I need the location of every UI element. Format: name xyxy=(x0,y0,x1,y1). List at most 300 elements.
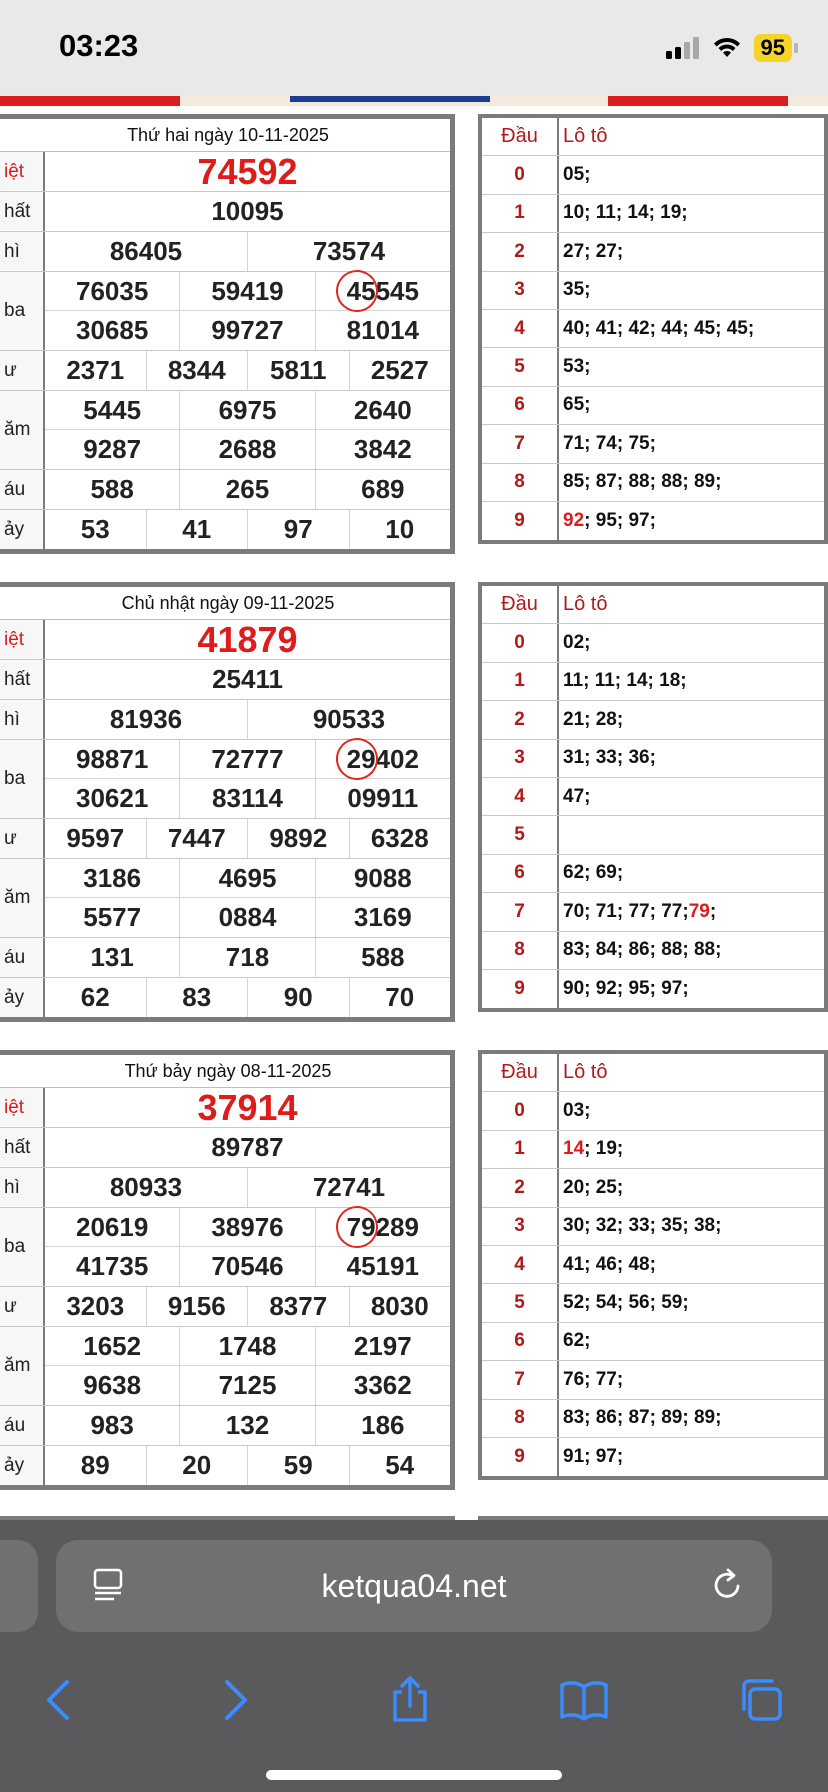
status-time: 03:23 xyxy=(59,28,139,63)
loto-row xyxy=(482,1323,824,1361)
prize-number-text: 983 xyxy=(90,1410,134,1440)
prize-row xyxy=(0,700,450,740)
prize-number xyxy=(147,510,249,549)
loto-table xyxy=(478,582,828,1012)
prize-number xyxy=(45,1406,180,1445)
bookmarks-button[interactable] xyxy=(554,1670,614,1730)
prize-label: hất xyxy=(0,660,45,699)
status-bar xyxy=(0,0,828,96)
prize-number-text: 3169 xyxy=(353,902,412,932)
loto-values xyxy=(559,310,824,347)
prize-row xyxy=(0,819,450,859)
loto-values-text: ; 95; 97; xyxy=(584,510,656,532)
prize-number-text: 54 xyxy=(385,1450,415,1480)
prize-number xyxy=(350,351,451,390)
loto-highlight: 14 xyxy=(563,1138,585,1160)
prize-label: áu xyxy=(0,938,45,977)
loto-header-row xyxy=(482,1054,824,1092)
prize-row xyxy=(0,1327,450,1406)
share-icon xyxy=(390,1676,430,1724)
prize-number xyxy=(316,1327,450,1365)
loto-row xyxy=(482,233,824,271)
prize-number-text: 9638 xyxy=(83,1370,142,1400)
prize-row xyxy=(0,938,450,978)
loto-head-label: Lô tô xyxy=(563,1061,608,1084)
loto-table xyxy=(478,114,828,544)
handwritten-circle-mark xyxy=(331,1201,382,1252)
prize-number xyxy=(45,510,147,549)
prize-number-text: 718 xyxy=(225,942,270,972)
prize-row xyxy=(0,1168,450,1208)
prize-row xyxy=(0,620,450,660)
loto-values-text: 30; 32; 33; 35; 38; xyxy=(563,1215,722,1237)
loto-values xyxy=(559,1361,824,1398)
reload-icon[interactable] xyxy=(708,1566,746,1604)
loto-values xyxy=(559,1284,824,1321)
prize-row xyxy=(0,859,450,938)
prize-label: iệt xyxy=(0,152,45,191)
prize-label: hì xyxy=(0,232,45,271)
prize-number xyxy=(350,1446,451,1485)
prize-number xyxy=(316,1208,450,1246)
prize-number-text: 89 xyxy=(80,1450,110,1480)
loto-head-digit: 5 xyxy=(482,1284,559,1321)
result-date-header: Thứ hai ngày 10-11-2025 xyxy=(0,119,450,152)
loto-values xyxy=(559,1400,824,1437)
loto-values-text: 53; xyxy=(563,356,591,378)
prize-number xyxy=(180,470,315,509)
prize-row xyxy=(0,192,450,232)
prize-label: ba xyxy=(0,1208,45,1286)
prize-number-text: 30685 xyxy=(76,315,149,345)
loto-header-row xyxy=(482,586,824,624)
special-prize-number xyxy=(45,152,450,191)
loto-row xyxy=(482,1208,824,1246)
loto-head-digit: 9 xyxy=(482,970,559,1008)
prize-number xyxy=(350,1287,451,1326)
prize-number xyxy=(180,859,315,897)
back-button[interactable] xyxy=(28,1670,88,1730)
loto-values-text: ; 19; xyxy=(584,1138,624,1160)
prize-number xyxy=(45,470,180,509)
battery-level: 95 xyxy=(754,34,792,62)
loto-head-digit: 8 xyxy=(482,932,559,969)
prize-number xyxy=(45,351,147,390)
loto-values-text: 47; xyxy=(563,785,591,807)
prize-number-text: 29402 xyxy=(346,743,419,774)
prize-label: ăm xyxy=(0,859,45,937)
loto-values xyxy=(559,624,824,661)
previous-tab-preview[interactable] xyxy=(0,1540,38,1632)
prize-label: iệt xyxy=(0,620,45,659)
loto-values-text: 83; 86; 87; 89; 89; xyxy=(563,1407,722,1429)
prize-number xyxy=(316,1366,450,1405)
ad-banner[interactable] xyxy=(0,96,828,106)
loto-head-label: Lô tô xyxy=(563,593,608,616)
prize-number xyxy=(45,192,450,231)
loto-row xyxy=(482,195,824,233)
loto-head-digit: 7 xyxy=(482,893,559,930)
prize-number xyxy=(45,1168,248,1207)
prize-number xyxy=(248,1446,350,1485)
prize-number-text: 86405 xyxy=(109,236,183,266)
loto-values xyxy=(559,778,824,815)
prize-number-text: 5577 xyxy=(83,902,142,932)
prize-label: ư xyxy=(0,1287,45,1326)
prize-number-text: 7125 xyxy=(218,1370,277,1400)
result-date-header: Chủ nhật ngày 09-11-2025 xyxy=(0,587,450,620)
loto-values-text: 65; xyxy=(563,394,591,416)
prize-number-text: 81936 xyxy=(109,704,183,734)
loto-highlight: 79 xyxy=(688,900,710,922)
prize-number-text: 689 xyxy=(361,474,405,504)
loto-head-digit: 0 xyxy=(482,156,559,193)
prize-number-text: 59 xyxy=(283,1450,313,1480)
loto-row xyxy=(482,1400,824,1438)
prize-row xyxy=(0,1208,450,1287)
loto-row xyxy=(482,1092,824,1130)
prize-row xyxy=(0,152,450,192)
prize-number-text: 99727 xyxy=(211,315,284,345)
prize-number xyxy=(147,1287,249,1326)
prize-number xyxy=(180,1406,315,1445)
prize-number xyxy=(350,978,451,1017)
prize-number-text: 41879 xyxy=(197,618,298,660)
loto-head-dau: Đầu xyxy=(482,1054,559,1091)
prize-number xyxy=(180,898,315,937)
prize-label: ăm xyxy=(0,391,45,469)
prize-label: ba xyxy=(0,740,45,818)
prize-number xyxy=(45,1287,147,1326)
loto-row xyxy=(482,1284,824,1322)
share-button[interactable] xyxy=(380,1670,440,1730)
prize-number-text: 3203 xyxy=(66,1291,125,1321)
prize-label: ba xyxy=(0,272,45,350)
loto-values xyxy=(559,1131,824,1168)
url-text[interactable]: ketqua04.net xyxy=(321,1568,507,1604)
loto-head-digit: 7 xyxy=(482,1361,559,1398)
prize-number-text: 9287 xyxy=(83,434,142,464)
prize-number xyxy=(45,1366,180,1405)
prize-number xyxy=(316,1247,450,1286)
loto-values-text: 10; 11; 14; 19; xyxy=(563,202,688,224)
prize-number-text: 10095 xyxy=(211,196,284,226)
prize-label: hì xyxy=(0,1168,45,1207)
battery-tip xyxy=(794,43,798,53)
loto-head-digit: 2 xyxy=(482,701,559,738)
prize-number xyxy=(180,272,315,310)
prize-number xyxy=(180,779,315,818)
prize-number-text: 2688 xyxy=(218,434,277,464)
prize-number xyxy=(45,1128,450,1167)
loto-values xyxy=(559,195,824,232)
prize-number xyxy=(350,819,451,858)
prize-number-text: 8377 xyxy=(269,1291,328,1321)
loto-values xyxy=(559,348,824,385)
prize-number-text: 3842 xyxy=(353,434,412,464)
prize-number xyxy=(248,510,350,549)
loto-values xyxy=(559,1092,824,1129)
loto-values xyxy=(559,502,824,540)
prize-number xyxy=(180,740,315,778)
prize-number xyxy=(45,430,180,469)
loto-row xyxy=(482,855,824,893)
loto-values-text: 02; xyxy=(563,632,591,654)
loto-row xyxy=(482,816,824,854)
loto-head-digit: 4 xyxy=(482,1246,559,1283)
prize-number xyxy=(248,1168,450,1207)
loto-values xyxy=(559,1208,824,1245)
prize-number xyxy=(147,819,249,858)
prize-number xyxy=(45,819,147,858)
result-table xyxy=(0,1050,455,1490)
prize-number xyxy=(180,391,315,429)
result-table xyxy=(0,582,455,1022)
prize-number-text: 9597 xyxy=(66,823,125,853)
prize-number xyxy=(316,430,450,469)
loto-head-digit: 6 xyxy=(482,855,559,892)
special-prize-number xyxy=(45,1088,450,1127)
prize-number-text: 5445 xyxy=(83,394,142,425)
loto-row xyxy=(482,502,824,540)
prize-number-text: 8030 xyxy=(370,1291,429,1321)
ad-banner-right xyxy=(608,96,788,106)
loto-head-dau: Đầu xyxy=(482,118,559,155)
prize-number-text: 72777 xyxy=(211,743,284,774)
prize-row xyxy=(0,978,450,1017)
loto-values-text: 70; 71; 77; 77; xyxy=(563,900,689,922)
prize-row xyxy=(0,1446,450,1485)
prize-number xyxy=(180,311,315,350)
prize-number-text: 79289 xyxy=(346,1211,419,1242)
prize-label: hì xyxy=(0,700,45,739)
prize-row xyxy=(0,1406,450,1446)
prize-number xyxy=(45,938,180,977)
loto-values-text: 62; xyxy=(563,1330,591,1352)
loto-row xyxy=(482,310,824,348)
prize-number xyxy=(45,391,180,429)
prize-number-text: 2640 xyxy=(353,394,412,425)
ad-banner-left xyxy=(0,96,180,106)
loto-table xyxy=(478,1050,828,1480)
prize-number-text: 37914 xyxy=(197,1086,298,1128)
forward-icon xyxy=(221,1678,251,1722)
prize-number-text: 6328 xyxy=(370,823,429,853)
prize-number-text: 9156 xyxy=(167,1291,226,1321)
prize-number xyxy=(45,272,180,310)
prize-number xyxy=(45,859,180,897)
loto-values-text: 62; 69; xyxy=(563,862,624,884)
prize-number-text: 588 xyxy=(90,474,134,504)
prize-number xyxy=(45,978,147,1017)
loto-row xyxy=(482,1361,824,1399)
loto-head-digit: 9 xyxy=(482,502,559,540)
prize-row xyxy=(0,272,450,351)
prize-label: iệt xyxy=(0,1088,45,1127)
loto-values xyxy=(559,855,824,892)
loto-row xyxy=(482,932,824,970)
prize-number xyxy=(248,1287,350,1326)
prize-number-text: 62 xyxy=(80,982,110,1012)
loto-head-digit: 1 xyxy=(482,195,559,232)
loto-values xyxy=(559,970,824,1008)
prize-number xyxy=(45,232,248,271)
prize-number xyxy=(45,700,248,739)
loto-values xyxy=(559,701,824,738)
prize-number-text: 9088 xyxy=(353,862,412,893)
prize-number-text: 70546 xyxy=(211,1251,284,1281)
loto-values-text: 40; 41; 42; 44; 45; 45; xyxy=(563,317,755,339)
prize-number-text: 186 xyxy=(361,1410,405,1440)
loto-row xyxy=(482,740,824,778)
loto-head-digit: 3 xyxy=(482,272,559,309)
loto-head-digit: 3 xyxy=(482,1208,559,1245)
prize-number xyxy=(45,740,180,778)
results-content[interactable] xyxy=(0,106,828,1520)
browser-toolbar xyxy=(0,1520,828,1792)
prize-number-text: 98871 xyxy=(76,743,149,774)
loto-header-row xyxy=(482,118,824,156)
prize-number-text: 7447 xyxy=(167,823,226,853)
prize-number-text: 45191 xyxy=(346,1251,419,1281)
loto-values xyxy=(559,387,824,424)
loto-values xyxy=(559,1438,824,1476)
status-indicators xyxy=(666,34,798,62)
prize-number-text: 41 xyxy=(182,514,212,544)
navigation-toolbar xyxy=(0,1670,828,1730)
bookmarks-icon xyxy=(559,1679,609,1721)
prize-number-text: 5811 xyxy=(270,355,327,385)
loto-head-digit: 0 xyxy=(482,1092,559,1129)
prize-number-text: 83114 xyxy=(212,783,283,813)
prize-number-text: 41735 xyxy=(76,1251,149,1281)
loto-values xyxy=(559,816,824,853)
loto-head-digit: 5 xyxy=(482,348,559,385)
prize-number xyxy=(350,510,451,549)
loto-values xyxy=(559,156,824,193)
loto-values-text: 20; 25; xyxy=(563,1176,624,1198)
loto-row xyxy=(482,1131,824,1169)
loto-row xyxy=(482,1169,824,1207)
loto-row xyxy=(482,156,824,194)
loto-values-text: 71; 74; 75; xyxy=(563,432,656,454)
prize-row xyxy=(0,232,450,272)
loto-values xyxy=(559,1323,824,1360)
loto-head-digit: 1 xyxy=(482,663,559,700)
loto-values-text: 91; 97; xyxy=(563,1446,624,1468)
prize-number-text: 20619 xyxy=(76,1211,149,1242)
prize-number-text: 131 xyxy=(90,942,134,972)
prize-row xyxy=(0,1287,450,1327)
loto-head-digit: 0 xyxy=(482,624,559,661)
prize-number xyxy=(316,859,450,897)
prize-number xyxy=(316,779,450,818)
loto-row xyxy=(482,1246,824,1284)
loto-values-text: 27; 27; xyxy=(563,240,624,262)
prize-number xyxy=(45,1327,180,1365)
loto-values-text: 90; 92; 95; 97; xyxy=(563,978,689,1000)
prize-number-text: 8344 xyxy=(167,355,226,385)
loto-values xyxy=(559,893,824,930)
forward-button[interactable] xyxy=(206,1670,266,1730)
prize-number-text: 45545 xyxy=(346,275,419,306)
loto-values xyxy=(559,233,824,270)
loto-head-digit: 6 xyxy=(482,1323,559,1360)
loto-values xyxy=(559,663,824,700)
prize-row xyxy=(0,510,450,549)
prize-number xyxy=(45,898,180,937)
prize-label: áu xyxy=(0,470,45,509)
prize-number xyxy=(248,978,350,1017)
loto-head-dau: Đầu xyxy=(482,586,559,623)
loto-values xyxy=(559,1246,824,1283)
loto-head-digit: 1 xyxy=(482,1131,559,1168)
loto-values-text: 11; 11; 14; 18; xyxy=(563,670,687,692)
address-bar[interactable] xyxy=(56,1540,772,1632)
loto-head-digit: 6 xyxy=(482,387,559,424)
prize-number-text: 2371 xyxy=(66,355,125,385)
prize-number-text: 265 xyxy=(225,474,270,504)
loto-head-digit: 4 xyxy=(482,310,559,347)
prize-number xyxy=(316,391,450,429)
signal-icon xyxy=(666,37,700,59)
prize-number-text: 70 xyxy=(385,982,415,1012)
prize-number xyxy=(147,1446,249,1485)
prize-number xyxy=(45,779,180,818)
result-table xyxy=(0,114,455,554)
prize-number xyxy=(180,1208,315,1246)
prize-number-text: 90533 xyxy=(312,704,386,734)
prize-number-text: 74592 xyxy=(197,150,298,192)
prize-number xyxy=(248,700,450,739)
prize-label: ảy xyxy=(0,510,45,549)
prize-number-text: 1652 xyxy=(83,1330,142,1361)
prize-number xyxy=(180,938,315,977)
result-date-header: Thứ bảy ngày 08-11-2025 xyxy=(0,1055,450,1088)
prize-number xyxy=(180,1247,315,1286)
tabs-icon xyxy=(738,1677,784,1723)
special-prize-number xyxy=(45,620,450,659)
loto-row xyxy=(482,624,824,662)
tabs-button[interactable] xyxy=(731,1670,791,1730)
prize-number-text: 90 xyxy=(283,982,313,1012)
loto-values xyxy=(559,1169,824,1206)
prize-number-text: 2527 xyxy=(370,355,429,385)
loto-values-text: 52; 54; 56; 59; xyxy=(563,1292,689,1314)
prize-number xyxy=(45,660,450,699)
home-indicator[interactable] xyxy=(266,1770,562,1780)
prize-label: hất xyxy=(0,192,45,231)
prize-row xyxy=(0,351,450,391)
loto-values-text: 05; xyxy=(563,164,591,186)
prize-number-text: 2197 xyxy=(353,1330,412,1361)
prize-row xyxy=(0,391,450,470)
prize-number xyxy=(147,978,249,1017)
loto-row xyxy=(482,778,824,816)
loto-head-digit: 4 xyxy=(482,778,559,815)
loto-values-text: 76; 77; xyxy=(563,1368,624,1390)
prize-label: ảy xyxy=(0,978,45,1017)
prize-number xyxy=(180,1327,315,1365)
prize-number-text: 73574 xyxy=(312,236,386,266)
wifi-icon xyxy=(712,37,742,59)
prize-number xyxy=(316,470,450,509)
loto-values-text: 21; 28; xyxy=(563,708,624,730)
loto-values-text: 85; 87; 88; 88; 89; xyxy=(563,471,722,493)
prize-number-text: 132 xyxy=(225,1410,270,1440)
prize-number xyxy=(147,351,249,390)
prize-row xyxy=(0,1128,450,1168)
